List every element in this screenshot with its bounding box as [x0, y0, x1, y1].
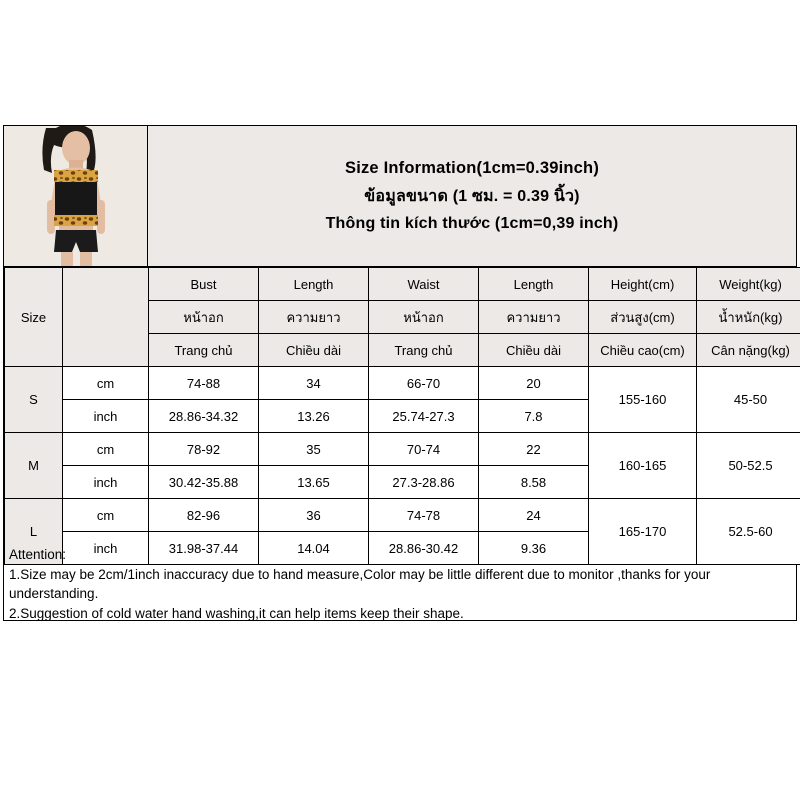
- m-inch-length2: 8.58: [479, 466, 589, 499]
- m-cm-length1: 35: [259, 433, 369, 466]
- l-weight: 52.5-60: [697, 499, 800, 565]
- unit-cm-s: cm: [63, 367, 149, 400]
- l-cm-length2: 24: [479, 499, 589, 532]
- m-cm-waist: 70-74: [369, 433, 479, 466]
- s-inch-length1: 13.26: [259, 400, 369, 433]
- unit-inch-s: inch: [63, 400, 149, 433]
- l-inch-length2: 9.36: [479, 532, 589, 565]
- product-photo: [4, 126, 148, 266]
- s-cm-length2: 20: [479, 367, 589, 400]
- s-inch-waist: 25.74-27.3: [369, 400, 479, 433]
- attention-heading: Attention:: [9, 547, 67, 562]
- l-inch-bust: 31.98-37.44: [149, 532, 259, 565]
- size-label-s: S: [5, 367, 63, 433]
- s-cm-waist: 66-70: [369, 367, 479, 400]
- header-height-th: ส่วนสูง(cm): [589, 301, 697, 334]
- unit-inch-m: inch: [63, 466, 149, 499]
- m-inch-length1: 13.65: [259, 466, 369, 499]
- header-height-en: Height(cm): [589, 268, 697, 301]
- header-length1-th: ความยาว: [259, 301, 369, 334]
- s-weight: 45-50: [697, 367, 800, 433]
- unit-inch-l: inch: [63, 532, 149, 565]
- m-cm-length2: 22: [479, 433, 589, 466]
- l-cm-waist: 74-78: [369, 499, 479, 532]
- m-inch-waist: 27.3-28.86: [369, 466, 479, 499]
- table-row: [5, 367, 800, 400]
- header-waist-vi: Trang chủ: [369, 334, 479, 367]
- title-thai: ข้อมูลขนาด (1 ซม. = 0.39 นิ้ว): [364, 188, 580, 205]
- l-cm-length1: 36: [259, 499, 369, 532]
- m-height: 160-165: [589, 433, 697, 499]
- header-length2-vi: Chiều dài: [479, 334, 589, 367]
- m-weight: 50-52.5: [697, 433, 800, 499]
- attention-block: [3, 541, 797, 623]
- header-length2-th: ความยาว: [479, 301, 589, 334]
- header-length2-en: Length: [479, 268, 589, 301]
- s-inch-length2: 7.8: [479, 400, 589, 433]
- table-row: [5, 433, 800, 466]
- l-inch-waist: 28.86-30.42: [369, 532, 479, 565]
- header-bust-th: หน้าอก: [149, 301, 259, 334]
- header-length1-vi: Chiều dài: [259, 334, 369, 367]
- unit-cm-m: cm: [63, 433, 149, 466]
- s-cm-bust: 74-88: [149, 367, 259, 400]
- size-label-m: M: [5, 433, 63, 499]
- size-column-title: Size: [5, 268, 63, 367]
- header-bust-en: Bust: [149, 268, 259, 301]
- title-vietnamese: Thông tin kích thước (1cm=0,39 inch): [325, 215, 619, 232]
- chart-title-block: [148, 126, 796, 266]
- attention-line-2: 2.Suggestion of cold water hand washing,it can help items keep their shape.: [9, 605, 464, 621]
- header-bust-vi: Trang chủ: [149, 334, 259, 367]
- unit-cm-l: cm: [63, 499, 149, 532]
- m-inch-bust: 30.42-35.88: [149, 466, 259, 499]
- title-english: Size Information(1cm=0.39inch): [344, 159, 600, 177]
- size-label-l: L: [5, 499, 63, 565]
- l-height: 165-170: [589, 499, 697, 565]
- attention-line-1: 1.Size may be 2cm/1inch inaccuracy due to hand measure,Color may be little different due to monitor ,thanks for your understanding.: [9, 566, 715, 602]
- unit-column-title: [63, 268, 149, 367]
- l-inch-length1: 14.04: [259, 532, 369, 565]
- header-waist-en: Waist: [369, 268, 479, 301]
- s-cm-length1: 34: [259, 367, 369, 400]
- size-table: [4, 267, 800, 565]
- s-inch-bust: 28.86-34.32: [149, 400, 259, 433]
- l-cm-bust: 82-96: [149, 499, 259, 532]
- table-row: [5, 499, 800, 532]
- header-weight-en: Weight(kg): [697, 268, 800, 301]
- header-length1-en: Length: [259, 268, 369, 301]
- s-height: 155-160: [589, 367, 697, 433]
- chart-header: [4, 126, 796, 267]
- m-cm-bust: 78-92: [149, 433, 259, 466]
- header-row-en: [5, 268, 800, 301]
- header-waist-th: หน้าอก: [369, 301, 479, 334]
- model-illustration: [4, 126, 148, 266]
- header-weight-vi: Cân nặng(kg): [697, 334, 800, 367]
- header-height-vi: Chiều cao(cm): [589, 334, 697, 367]
- header-weight-th: น้ำหนัก(kg): [697, 301, 800, 334]
